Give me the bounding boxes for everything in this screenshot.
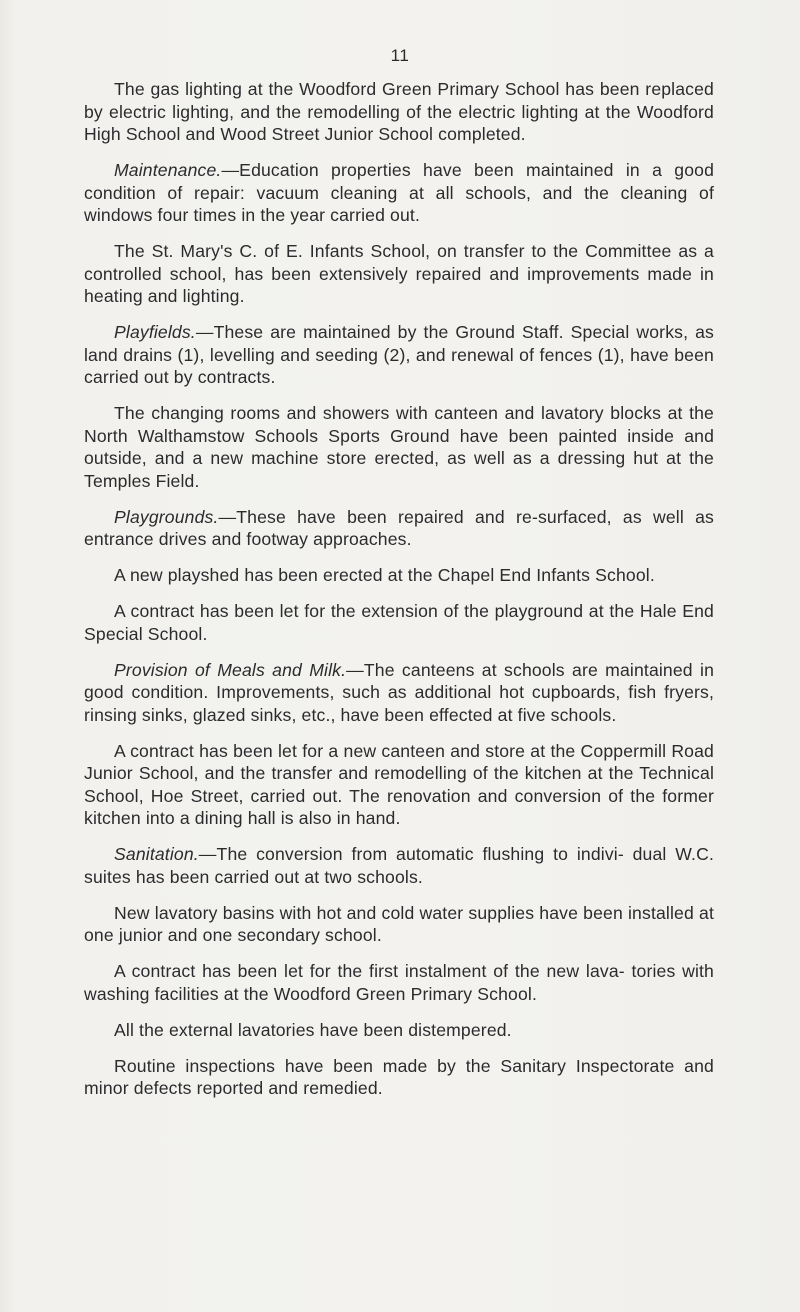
paragraph-text: —The canteens at schools are maintained in good condition. Improvements, such as additional hot cupboards, fish fryers, rinsing sinks, glazed sinks, etc., have been effected at five schools. (84, 659, 714, 725)
section-heading-playfields: Playfields. (114, 322, 196, 342)
page-number: 11 (390, 46, 410, 65)
paragraph-text: The changing rooms and showers with canteen and lavatory blocks at the North Walthamstow Schools Sports Ground have been painted inside and outside, and a new machine store erected, as well as a dressing hut at the Temples Field. (84, 403, 714, 491)
paragraph-sanitation (84, 843, 714, 888)
section-heading-meals-and-milk: Provision of Meals and Milk. (114, 659, 347, 680)
paragraph-playshed (84, 564, 714, 587)
paragraph-changing-rooms (84, 402, 714, 492)
section-heading-playgrounds: Playgrounds. (114, 506, 219, 527)
paragraph-text: A contract has been let for the extension of the playground at the Hale End Special School. (84, 601, 714, 644)
section-heading-sanitation: Sanitation. (114, 844, 199, 864)
paragraph-text: —Education properties have been maintained in a good condition of repair: vacuum cleaning at all schools, and the cleaning of windows four times in the year carried out. (84, 160, 714, 225)
paragraph-canteen-contract (84, 740, 714, 830)
paragraph-text: A contract has been let for the first instalment of the new lava- tories with washing facilities at the Woodford Green Primary School. (84, 961, 714, 1004)
paragraph-playfields (84, 321, 714, 389)
paragraph-text: New lavatory basins with hot and cold water supplies have been installed at one junior and one secondary school. (84, 902, 714, 945)
paragraph-lavatories-contract (84, 960, 714, 1005)
paragraph-text: All the external lavatories have been distempered. (114, 1019, 512, 1040)
section-heading-maintenance: Maintenance. (114, 160, 222, 180)
paragraph-text: The St. Mary's C. of E. Infants School, on transfer to the Committee as a controlled school, has been extensively repaired and improvements made in heating and lighting. (84, 241, 714, 306)
paragraph-text: A contract has been let for a new canteen and store at the Coppermill Road Junior School, and the transfer and remodelling of the kitchen at the Technical School, Hoe Street, carried out. The renovation and conversion of the former kitchen into a dining hall is also in hand. (84, 740, 714, 828)
paragraph-text: Routine inspections have been made by the Sanitary Inspectorate and minor defects reported and remedied. (84, 1055, 714, 1098)
paragraph-distempered (84, 1019, 714, 1042)
paragraph-gas-lighting (84, 78, 714, 146)
paragraph-text: A new playshed has been erected at the Chapel End Infants School. (114, 565, 655, 585)
paragraph-meals-and-milk (84, 659, 714, 727)
paragraph-st-marys (84, 240, 714, 308)
paragraph-playgrounds (84, 506, 714, 551)
paragraph-text: —These have been repaired and re-surfaced, as well as entrance drives and footway approaches. (84, 506, 714, 549)
paragraph-maintenance (84, 159, 714, 227)
paragraph-text: The gas lighting at the Woodford Green Primary School has been replaced by electric lighting, and the remodelling of the electric lighting at the Woodford High School and Wood Street Junior School completed. (84, 79, 714, 144)
paragraph-text: —The conversion from automatic flushing to indivi- dual W.C. suites has been carried out at two schools. (84, 844, 714, 887)
paragraph-text: —These are maintained by the Ground Staff. Special works, as land drains (1), levelling and seeding (2), and renewal of fences (1), have been carried out by contracts. (84, 322, 714, 387)
paragraph-lavatory-basins (84, 902, 714, 947)
paragraph-playground-extension (84, 600, 714, 645)
body-text (84, 78, 714, 1113)
paragraph-routine-inspections (84, 1055, 714, 1100)
